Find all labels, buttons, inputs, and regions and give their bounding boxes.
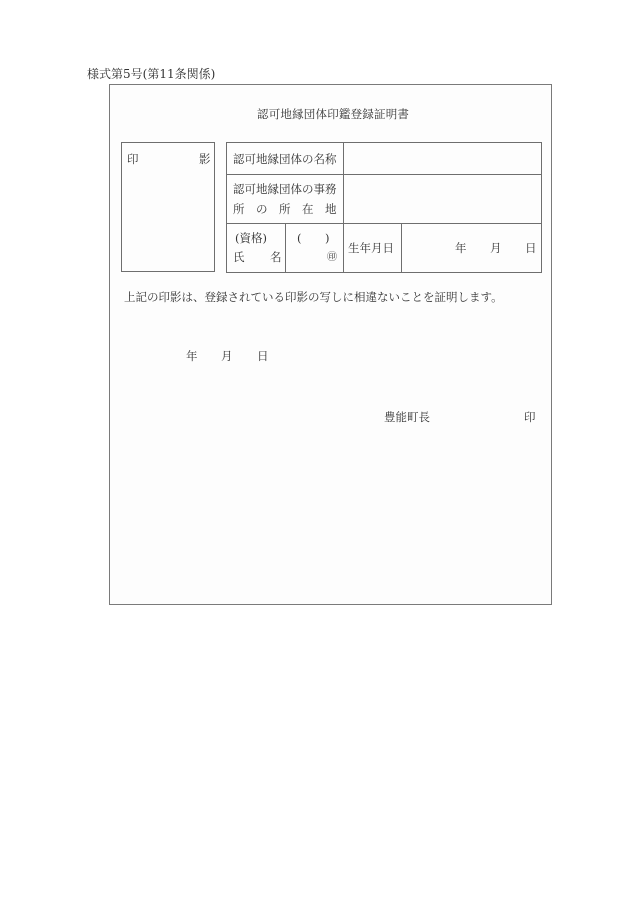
name-label-mei: 名 [270,250,282,264]
birthdate-label: 生年月日 [348,241,394,255]
table-row3-divider-b [401,223,402,272]
group-name-field[interactable] [349,151,535,167]
paren-close: ) [325,231,330,245]
office-address-label-line1: 認可地縁団体の事務 [233,182,337,196]
issue-day-label: 日 [257,349,269,363]
office-address-label-line2: 所 の 所 在 地 [233,202,337,216]
birth-month-label: 月 [490,241,502,255]
seal-label-in: 印 [127,152,139,166]
table-column-divider [343,143,344,272]
document-title: 認可地縁団体印鑑登録証明書 [257,107,410,121]
issue-month-label: 月 [221,349,233,363]
seal-label-ei: 影 [199,152,211,166]
birth-day-label: 日 [525,241,537,255]
office-address-field[interactable] [349,183,535,217]
qualification-label: (資格) [235,231,267,245]
signer-title: 豊能町長 [384,410,430,424]
birth-year-label: 年 [455,241,467,255]
paren-open: ( [297,231,302,245]
form-number: 様式第5号(第11条関係) [87,67,216,81]
group-name-label: 認可地縁団体の名称 [233,152,337,166]
table-row3-divider-a [285,223,286,272]
signer-seal-mark: 印 [524,410,536,424]
info-table [226,142,542,273]
stamp-mark-icon: ㊞ [327,252,337,263]
table-row-divider-1 [227,174,541,175]
name-label-shi: 氏 [233,250,245,264]
table-row-divider-2 [227,223,541,224]
issue-year-label: 年 [186,349,198,363]
certification-statement: 上記の印影は、登録されている印影の写しに相違ないことを証明します。 [124,290,503,304]
